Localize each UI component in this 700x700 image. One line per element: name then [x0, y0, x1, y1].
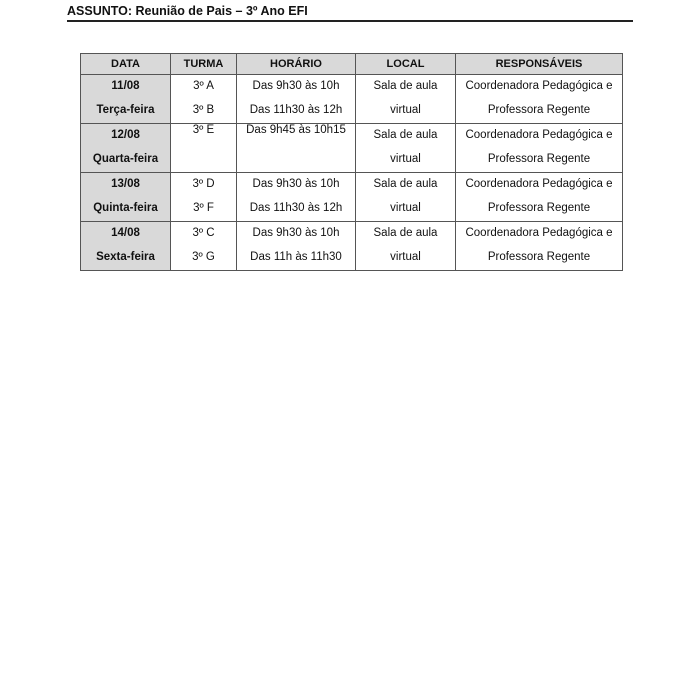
weekday-value: Terça-feira	[96, 104, 155, 116]
date-cell	[81, 75, 171, 124]
responsaveis-line: Professora Regente	[487, 251, 591, 263]
date-cell	[81, 222, 171, 271]
turma-cell	[171, 222, 237, 271]
table-header-row	[81, 54, 623, 75]
responsaveis-cell	[456, 124, 623, 173]
local-cell	[356, 173, 456, 222]
turma-cell	[171, 173, 237, 222]
horario-cell	[237, 222, 356, 271]
responsaveis-line: Professora Regente	[487, 153, 591, 165]
horario-value: Das 11h às 11h30	[250, 251, 342, 263]
horario-value: Das 9h45 às 10h15	[246, 124, 346, 136]
document-subject: ASSUNTO: Reunião de Pais – 3º Ano EFI	[67, 2, 633, 22]
weekday-value: Quarta-feira	[92, 153, 159, 165]
header-horario: HORÁRIO	[237, 54, 356, 75]
local-line: Sala de aula	[373, 227, 438, 239]
turma-value: 3º F	[193, 202, 214, 214]
turma-value: 3º B	[192, 104, 215, 116]
table-row	[81, 124, 623, 173]
responsaveis-line: Professora Regente	[487, 202, 591, 214]
date-value: 14/08	[111, 227, 140, 239]
turma-value: 3º E	[192, 124, 215, 136]
header-local: LOCAL	[356, 54, 456, 75]
meeting-schedule-table	[80, 53, 623, 271]
horario-cell	[237, 75, 356, 124]
header-responsaveis: RESPONSÁVEIS	[456, 54, 623, 75]
local-line: Sala de aula	[373, 129, 438, 141]
horario-cell	[237, 124, 356, 173]
local-cell	[356, 124, 456, 173]
header-data: DATA	[81, 54, 171, 75]
horario-value: Das 9h30 às 10h	[252, 178, 340, 190]
turma-value: 3º G	[192, 251, 215, 263]
table-row	[81, 75, 623, 124]
turma-value: 3º A	[193, 80, 214, 92]
turma-cell	[171, 124, 237, 173]
local-line: virtual	[390, 104, 421, 116]
responsaveis-cell	[456, 173, 623, 222]
responsaveis-line: Coordenadora Pedagógica e	[465, 227, 613, 239]
local-line: virtual	[390, 202, 421, 214]
local-line: virtual	[390, 153, 421, 165]
date-value: 12/08	[111, 129, 140, 141]
responsaveis-line: Coordenadora Pedagógica e	[465, 129, 613, 141]
horario-value: Das 11h30 às 12h	[249, 202, 343, 214]
responsaveis-line: Professora Regente	[487, 104, 591, 116]
local-line: virtual	[390, 251, 421, 263]
date-cell	[81, 124, 171, 173]
local-cell	[356, 222, 456, 271]
responsaveis-cell	[456, 75, 623, 124]
horario-cell	[237, 173, 356, 222]
horario-value: Das 11h30 às 12h	[249, 104, 343, 116]
local-line: Sala de aula	[373, 178, 438, 190]
turma-cell	[171, 75, 237, 124]
table-row	[81, 173, 623, 222]
table-row	[81, 222, 623, 271]
responsaveis-cell	[456, 222, 623, 271]
weekday-value: Sexta-feira	[96, 251, 155, 263]
weekday-value: Quinta-feira	[93, 202, 158, 214]
horario-value: Das 9h30 às 10h	[252, 227, 340, 239]
horario-value: Das 9h30 às 10h	[252, 80, 340, 92]
local-cell	[356, 75, 456, 124]
date-cell	[81, 173, 171, 222]
header-turma: TURMA	[171, 54, 237, 75]
responsaveis-line: Coordenadora Pedagógica e	[465, 178, 613, 190]
turma-value: 3º D	[192, 178, 215, 190]
local-line: Sala de aula	[373, 80, 438, 92]
date-value: 11/08	[111, 80, 140, 92]
date-value: 13/08	[111, 178, 140, 190]
responsaveis-line: Coordenadora Pedagógica e	[465, 80, 613, 92]
turma-value: 3º C	[192, 227, 215, 239]
